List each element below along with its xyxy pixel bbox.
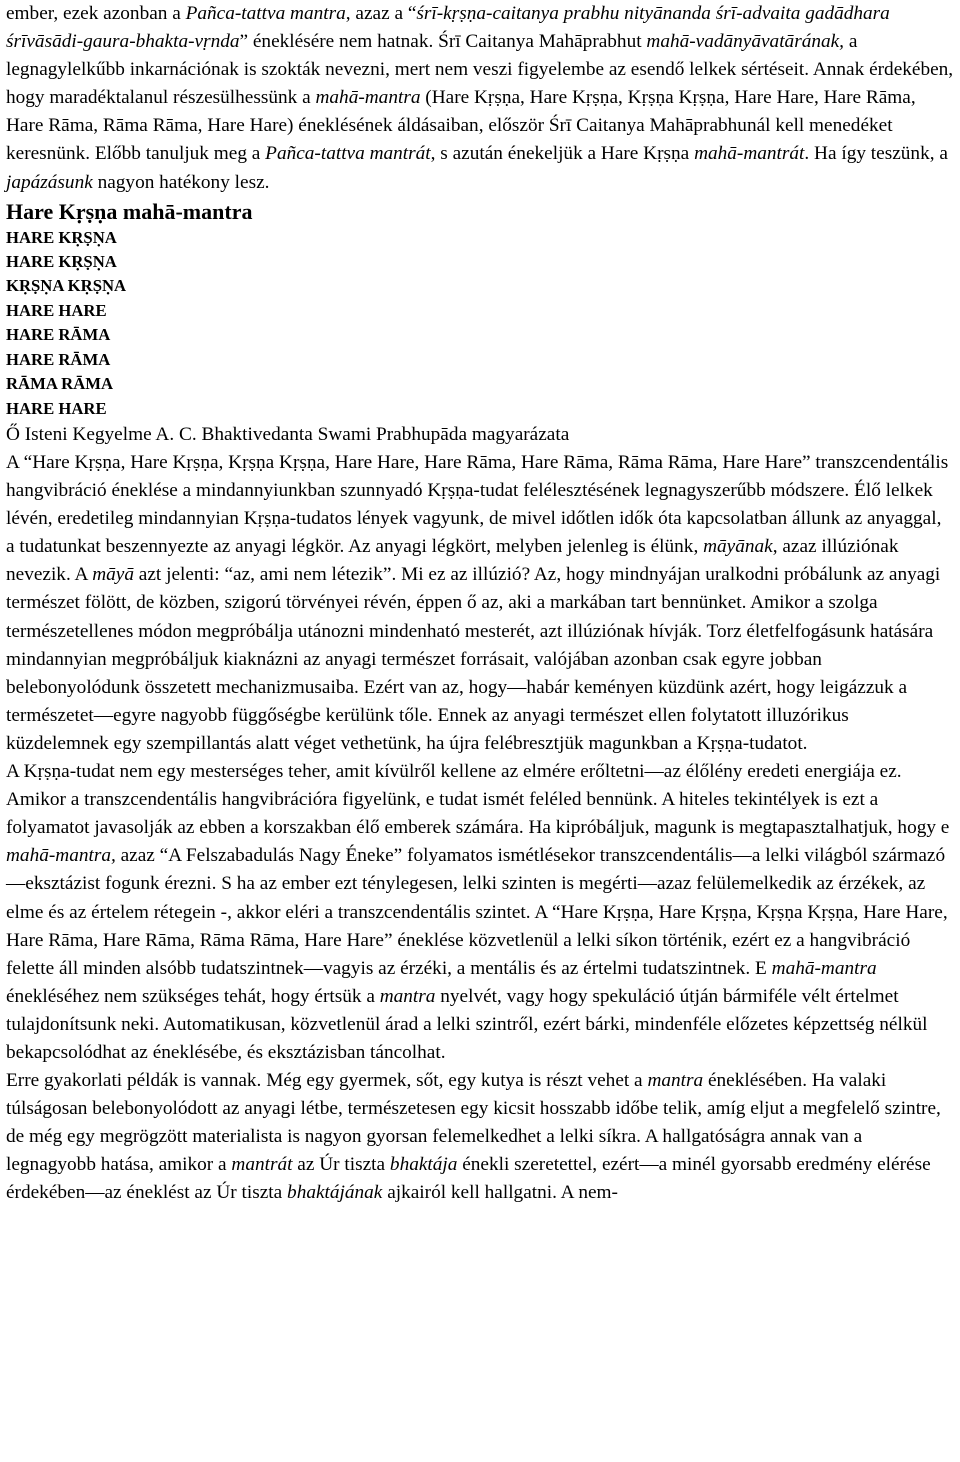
text-run: a legnagylelkűbb inkarnációnak is szokták nevezni, mert nem veszi figyelembe az esendő lelkek sértéseit. Annak érdekében, hogy maradéktalanul részesülhessünk a	[6, 31, 954, 109]
italic-term: māyānak	[703, 536, 773, 558]
text-run: nyelvét, vagy hogy spekuláció útján bármiféle vélt értelmet tulajdonítsunk neki. Automatikusan, közvetlenül árad a lelki szintről, ezért bárki, mindenféle előzetes képzettség nélkül bekapcsolódhat az éneklésébe, és eksztázisban táncolhat.	[6, 985, 928, 1063]
italic-term: mantra	[647, 1070, 704, 1092]
text-run: A Kṛṣṇa-tudat nem egy mesterséges teher, amit kívülről kellene az elmére erőltetni—az élőlény eredeti energiája ez. Amikor a transzcendentális hangvibrációra figyelünk, e tudat ismét feléled bennünk. A hiteles tekintélyek is ezt a folyamatot javasolják az ebben a korszakban élő emberek számára. Ha kipróbáljuk, magunk is megtapasztalhatjuk, hogy e	[6, 761, 950, 839]
italic-term: mahā-vadānyāvatārának,	[646, 31, 844, 53]
text-run: (Hare Kṛṣṇa, Hare Kṛṣṇa, Kṛṣṇa Kṛṣṇa, Hare Hare, Hare Rāma, Hare Rāma, Rāma Rāma, Hare Hare) éneklésének áldásaiban, először Śrī Caitanya Mahāprabhunál kell menedéket keresnünk. Előbb tanuljuk meg a	[6, 87, 916, 165]
commentary-paragraph	[6, 1067, 954, 1207]
text-run: éneklésében. Ha valaki túlságosan belebonyolódott az anyagi létbe, természetesen egy kicsit hosszabb időbe telik, amíg eljut a megfelelő szintre, de még egy megrögzött materialista is nagyon gyorsan felemelkedhet a lelki síkra. A hallgatóságra annak van a legnagyobb hatása, amikor a	[6, 1070, 941, 1176]
text-run: Erre gyakorlati példák is vannak. Még egy gyermek, sőt, egy kutya is részt vehet a	[6, 1070, 648, 1092]
commentary-paragraph	[6, 449, 954, 758]
italic-term: Pañca-tattva mantrát	[265, 143, 431, 165]
italic-term: bhaktájának	[287, 1182, 383, 1204]
italic-term: mahā-mantra	[315, 87, 421, 109]
text-run: ” éneklésére nem hatnak. Śrī Caitanya Mahāprabhut	[239, 31, 647, 53]
text-run: azaz “A Felszabadulás Nagy Éneke” folyamatos ismétlésekor transzcendentális—a lelki világból származó—eksztázist fogunk érezni. S ha az ember ezt ténylegesen, lelki szinten is megérti—azaz felülemelkedik az érzékek, az elme és az értelem rétegein -, akkor eléri a transzcendentális szintet. A “Hare Kṛṣṇa, Hare Kṛṣṇa, Kṛṣṇa Kṛṣṇa, Hare Hare, Hare Rāma, Hare Rāma, Rāma Rāma, Hare Hare” éneklése közvetlenül a lelki síkon történik, ezért ez a hangvibráció felette áll minden alsóbb tudatszintnek—vagyis az érzéki, a mentális és az értelmi tudatszintnek. E	[6, 845, 948, 979]
text-run: . Ha így teszünk, a	[804, 143, 948, 165]
italic-term: mantra	[379, 985, 436, 1007]
chant-line: HARE KṚṢṆA	[6, 227, 117, 247]
chant-line: HARE RĀMA	[6, 349, 111, 369]
italic-term: japázásunk	[6, 171, 93, 193]
text-run: , azaz a “	[345, 3, 417, 24]
italic-term: māyā	[92, 564, 134, 586]
italic-term: śrī-kṛṣṇa-caitanya prabhu nityānanda śrī-advaita gadādhara śrīvāsādi-gaura-bhakta-vṛnda	[6, 3, 890, 53]
text-run: azt jelenti: “az, ami nem létezik”. Mi ez az illúzió? Az, hogy mindnyájan uralkodni próbálunk az anyagi természet fölött, de közben, szigorú törvényei révén, éppen ő az, aki a markában tart bennünket. Amikor a szolga természetellenes módon megpróbálja utánozni mindenható mesterét, azt illúziónak hívják. Torz életfelfogásunk hatására mindannyian megpróbáljuk kiaknázni az anyagi természet forrásait, valójában azonban csak egyre jobban belebonyolódunk összetett mechanizmusaiba. Ezért van az, hogy—habár keményen küzdünk azért, hogy leigázzuk a természetet—egyre nagyobb függőségbe kerülünk tőle. Ennek az anyagi természet ellen folytatott illuzórikus küzdelemnek egy szempillantás alatt véget vethetünk, ha újra felébresztjük magunkban a Kṛṣṇa-tudatot.	[6, 564, 941, 754]
text-run: , azaz illúziónak nevezik. A	[6, 536, 899, 586]
intro-paragraph	[6, 0, 954, 197]
italic-term: Pañca-tattva mantra	[185, 3, 346, 24]
chant-line: KṚṢṆA KṚṢṆA	[6, 276, 127, 296]
text-run: nagyon hatékony lesz.	[92, 171, 270, 193]
text-run: énekléséhez nem szükséges tehát, hogy értsük a	[6, 985, 380, 1007]
italic-term: mahā-mantra,	[6, 845, 116, 867]
mantra-chant	[6, 226, 954, 421]
text-run: énekli szeretettel, ezért—a minél gyorsabb eredmény elérése érdekében—az éneklést az Úr tiszta	[6, 1154, 931, 1204]
italic-term: mahā-mantra	[771, 957, 877, 979]
chant-line: HARE HARE	[6, 398, 107, 418]
text-run: , s azután énekeljük a Hare Kṛṣṇa	[430, 143, 695, 165]
chant-line: HARE RĀMA	[6, 325, 111, 345]
text-run: ajkairól kell hallgatni. A nem-	[382, 1182, 618, 1204]
chant-line: HARE KṚṢṆA	[6, 252, 117, 272]
italic-term: mahā-mantrát	[694, 143, 805, 165]
text-run: ember, ezek azonban a	[6, 3, 186, 24]
chant-line: RĀMA RĀMA	[6, 374, 114, 394]
commentary-paragraph	[6, 758, 954, 1067]
text-run: az Úr tiszta	[292, 1154, 390, 1176]
italic-term: mantrát	[231, 1154, 293, 1176]
italic-term: bhaktája	[389, 1154, 458, 1176]
text-run: A “Hare Kṛṣṇa, Hare Kṛṣṇa, Kṛṣṇa Kṛṣṇa, Hare Hare, Hare Rāma, Hare Rāma, Rāma Rāma, Hare Hare” transzcendentális hangvibráció éneklése a mindannyiunkban szunnyadó Kṛṣṇa-tudat felélesztésének legnagyszerűbb módszere. Élő lelkek lévén, eredetileg mindannyian Kṛṣṇa-tudatos lények vagyunk, de mivel időtlen idők óta kapcsolatban állunk az anyaggal, a tudatunkat beszennyezte az anyagi légkör. Az anyagi légkört, melyben jelenleg is élünk,	[6, 452, 949, 558]
commentary-byline: Ő Isteni Kegyelme A. C. Bhaktivedanta Swami Prabhupāda magyarázata	[6, 423, 570, 445]
chant-line: HARE HARE	[6, 300, 107, 320]
mantra-heading: Hare Kṛṣṇa mahā-mantra	[6, 198, 253, 224]
